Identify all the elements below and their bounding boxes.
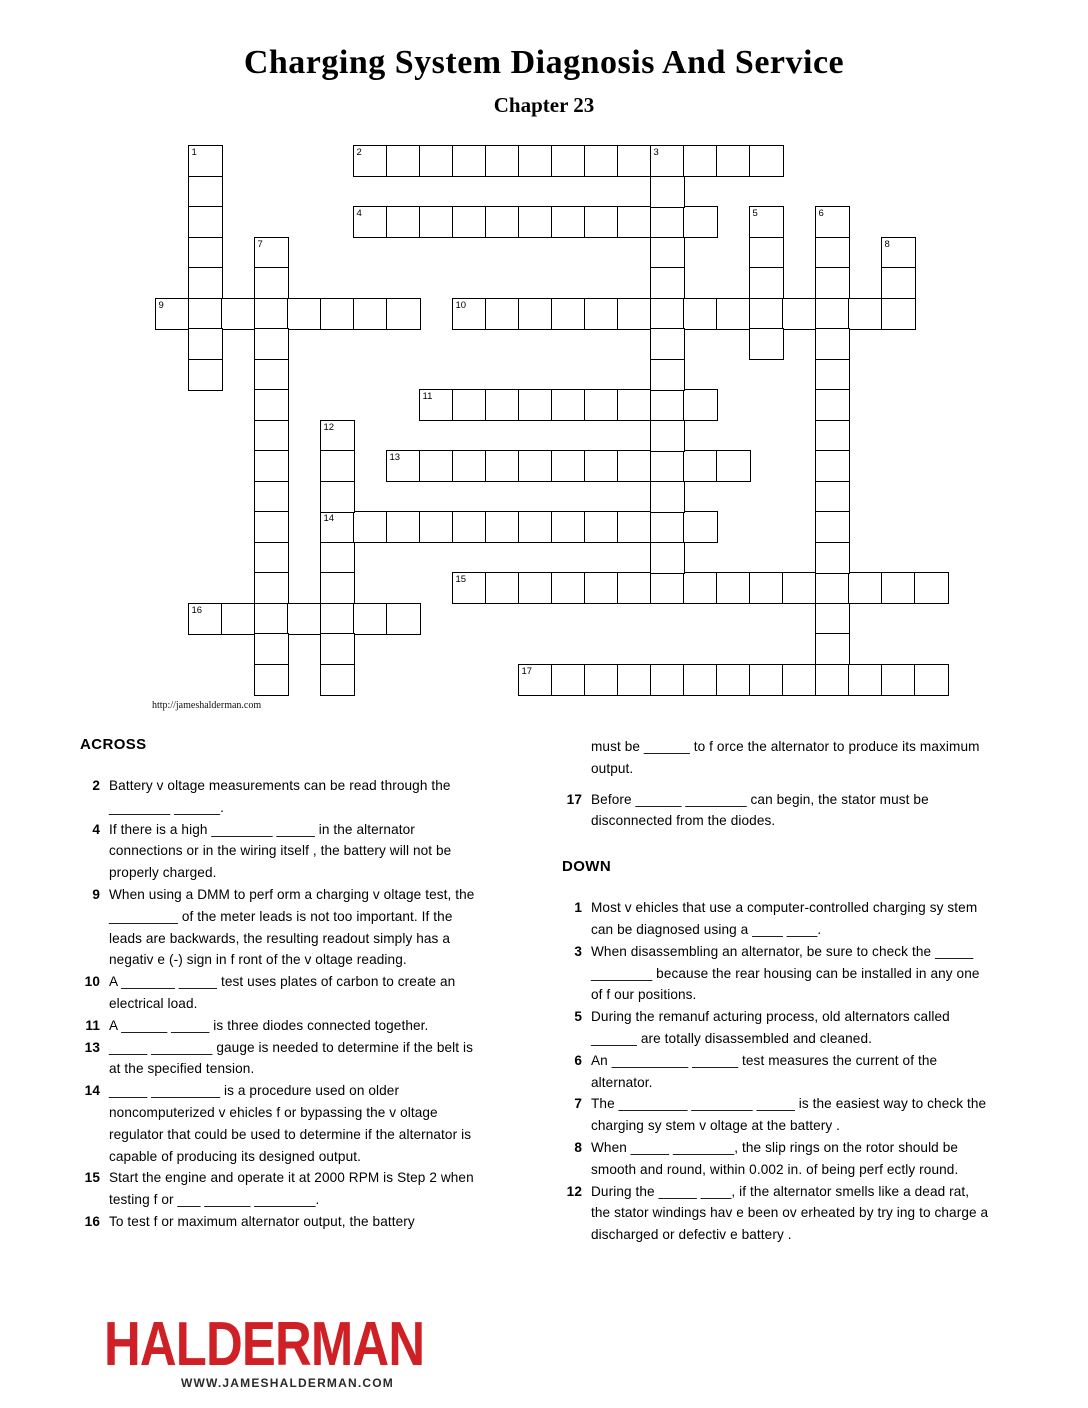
grid-cell (617, 572, 652, 604)
grid-cell-number: 2 (356, 147, 362, 158)
grid-cell (683, 389, 718, 421)
down-clue-list (562, 897, 992, 1246)
grid-cell (683, 664, 718, 696)
clue-number: 9 (92, 886, 100, 902)
clue-number: 8 (574, 1139, 582, 1155)
grid-cell (650, 298, 685, 330)
grid-cell (650, 664, 685, 696)
clue-text: Battery v oltage measurements can be read through the ________ ______. (109, 778, 451, 815)
grid-cell (287, 603, 322, 635)
grid-cell (452, 450, 487, 482)
grid-cell (749, 328, 784, 360)
grid-cell (386, 145, 421, 177)
clue-item (562, 1093, 992, 1137)
grid-cell (320, 572, 355, 604)
grid-cell (650, 572, 685, 604)
grid-cell (254, 633, 289, 665)
grid-cell-number: 7 (257, 238, 263, 250)
grid-cell (650, 511, 685, 543)
grid-cell (584, 450, 619, 482)
grid-cell (254, 328, 289, 360)
clue-text: An __________ ______ test measures the current of the alternator. (591, 1052, 938, 1090)
clue-text: During the remanuf acturing process, old alternators called ______ are totally disassembled and cleaned. (591, 1009, 950, 1046)
grid-cell (221, 603, 256, 635)
clue-number: 17 (566, 791, 582, 807)
across-clue-list-right (562, 789, 992, 833)
clue-text: Before ______ ________ can begin, the stator must be disconnected from the diodes. (591, 791, 929, 829)
grid-cell-number: 15 (455, 574, 467, 585)
grid-cell (749, 298, 784, 330)
grid-cell (320, 542, 355, 574)
grid-cell (650, 450, 685, 482)
clue-item (80, 1167, 482, 1211)
grid-cell (452, 145, 487, 177)
grid-cell (551, 298, 586, 330)
grid-cell (716, 664, 751, 696)
grid-cell-number: 6 (818, 208, 824, 219)
clue-item (562, 1181, 992, 1246)
across-header: ACROSS (80, 736, 147, 753)
clue-number: 3 (574, 943, 582, 959)
clue-item (80, 1080, 482, 1167)
grid-cell (881, 664, 916, 696)
grid-cell (551, 572, 586, 604)
grid-cell (815, 420, 850, 452)
grid-cell (650, 481, 685, 513)
grid-cell (419, 511, 454, 543)
grid-cell (518, 389, 553, 421)
grid-cell (254, 511, 289, 543)
grid-cell (584, 298, 619, 330)
clue-number: 14 (84, 1083, 100, 1099)
chapter-subtitle: Chapter 23 (493, 93, 595, 117)
grid-cell (551, 389, 586, 421)
grid-cell (617, 206, 652, 238)
clue-number: 13 (84, 1039, 100, 1055)
grid-cell (848, 664, 883, 696)
grid-cell (485, 572, 520, 604)
grid-cell (485, 389, 520, 421)
clue-item (80, 1211, 482, 1233)
grid-cell (749, 572, 784, 604)
grid-cell (254, 542, 289, 574)
grid-cell (815, 237, 850, 269)
grid-cell-number: 10 (455, 299, 467, 311)
clue-item (80, 1015, 482, 1037)
clue-item (562, 941, 992, 1006)
grid-cell (848, 298, 883, 330)
grid-cell (518, 145, 553, 177)
grid-cell (254, 389, 289, 421)
grid-cell (650, 420, 685, 452)
grid-cell (617, 389, 652, 421)
grid-cell (485, 145, 520, 177)
clue-text: _____ ________ gauge is needed to determine if the belt is at the specified tension. (109, 1039, 474, 1077)
clue-text: Most v ehicles that use a computer-controlled charging sy stem can be diagnosed using a ____ ____. (591, 900, 978, 937)
clue-text: A ______ _____ is three diodes connected together. (109, 1017, 429, 1033)
grid-cell (617, 664, 652, 696)
clue-number: 4 (92, 821, 100, 837)
grid-cell (782, 664, 817, 696)
grid-cell (188, 176, 223, 208)
clue-number: 1 (574, 900, 582, 916)
grid-cell (551, 450, 586, 482)
clue-item (562, 1137, 992, 1181)
grid-cell (386, 206, 421, 238)
clue-item (80, 884, 482, 971)
grid-cell (452, 511, 487, 543)
clue-number: 5 (574, 1009, 582, 1025)
grid-cell (518, 450, 553, 482)
grid-cell (320, 298, 355, 330)
grid-cell (254, 298, 289, 330)
grid-cell (485, 298, 520, 330)
grid-cell (815, 389, 850, 421)
grid-cell-number: 13 (389, 452, 401, 463)
grid-cell (188, 206, 223, 238)
clue-number: 15 (84, 1170, 100, 1186)
grid-cell (386, 298, 421, 330)
grid-cell (815, 359, 850, 391)
clue-16-continuation: must be ______ to f orce the alternator to produce its maximum output. (591, 739, 980, 776)
grid-cell (188, 328, 223, 360)
grid-cell (551, 206, 586, 238)
grid-cell (353, 603, 388, 635)
grid-cell-number: 5 (752, 208, 758, 219)
grid-cell (254, 359, 289, 391)
clue-item (80, 775, 482, 819)
grid-cell (815, 511, 850, 543)
grid-cell (617, 145, 652, 177)
across-column (80, 736, 482, 1233)
clue-text: The _________ ________ _____ is the easiest way to check the charging sy stem v oltage at the battery . (591, 1096, 987, 1134)
clue-item (562, 897, 992, 941)
grid-cell (716, 450, 751, 482)
clue-text: When using a DMM to perf orm a charging v oltage test, the _________ of the meter leads is not too important. If the leads are backwards, the resulting readout simply has a negativ e (-) sign in f ront of the v oltage reading. (109, 886, 475, 968)
grid-cell (749, 664, 784, 696)
grid-cell (584, 572, 619, 604)
page-title: Charging System Diagnosis And Service (243, 44, 845, 81)
grid-cell (617, 450, 652, 482)
grid-cell (221, 298, 256, 330)
grid-cell (650, 542, 685, 574)
grid-cell (848, 572, 883, 604)
grid-cell-number: 1 (191, 147, 197, 158)
clue-item (562, 789, 992, 833)
clue-text: During the _____ ____, if the alternator smells like a dead rat, the stator windings hav e been ov erheated by try ing to charge a discharged or defectiv e battery . (591, 1183, 989, 1243)
grid-cell (353, 511, 388, 543)
grid-cell (683, 572, 718, 604)
clue-number: 6 (574, 1052, 582, 1068)
grid-cell (617, 511, 652, 543)
clue-number: 7 (574, 1096, 582, 1112)
grid-cell-number: 14 (323, 513, 335, 524)
clue-text: When disassembling an alternator, be sure to check the _____ ________ because the rear housing can be installed in any one of f our positions. (591, 943, 980, 1003)
grid-cell-number: 16 (191, 604, 203, 616)
clue-text: _____ _________ is a procedure used on older noncomputerized v ehicles f or bypassing the v oltage regulator that could be used to determine if the alternator is capable of producing its designed output. (109, 1083, 472, 1164)
grid-cell (650, 267, 685, 299)
grid-cell (452, 206, 487, 238)
grid-cell (551, 511, 586, 543)
grid-cell-number: 8 (884, 238, 890, 250)
grid-cell (881, 267, 916, 299)
grid-cell (650, 328, 685, 360)
grid-cell (386, 511, 421, 543)
grid-cell (188, 298, 223, 330)
grid-cell (320, 481, 355, 513)
grid-cell (650, 237, 685, 269)
grid-cell (518, 298, 553, 330)
grid-cell (815, 450, 850, 482)
grid-cell (584, 389, 619, 421)
website-url: WWW.JAMESHALDERMAN.COM (180, 1376, 394, 1390)
grid-cell (815, 267, 850, 299)
grid-cell (254, 572, 289, 604)
grid-cell (287, 298, 322, 330)
grid-cell (815, 542, 850, 574)
clue-text: To test f or maximum alternator output, the battery (109, 1213, 415, 1229)
grid-cell (782, 298, 817, 330)
grid-cell (518, 206, 553, 238)
grid-cell (584, 145, 619, 177)
halderman-logo: HALDERMAN (104, 1310, 425, 1379)
grid-cell (518, 511, 553, 543)
grid-cell (419, 145, 454, 177)
grid-cell (254, 450, 289, 482)
grid-cell (188, 359, 223, 391)
grid-cell (815, 481, 850, 513)
grid-cell (254, 267, 289, 299)
grid-cell (485, 206, 520, 238)
grid-cell-number: 12 (323, 421, 335, 433)
grid-cell (815, 603, 850, 635)
grid-cell (584, 206, 619, 238)
grid-cell (749, 145, 784, 177)
grid-cell (716, 145, 751, 177)
clue-item (80, 971, 482, 1015)
grid-cell-number: 9 (158, 299, 164, 311)
clue-number: 11 (85, 1017, 100, 1033)
grid-cell (716, 298, 751, 330)
grid-cell (551, 664, 586, 696)
clue-item (562, 1006, 992, 1050)
clue-text: Start the engine and operate it at 2000 RPM is Step 2 when testing f or ___ ______ ________. (109, 1170, 474, 1208)
grid-cell (650, 359, 685, 391)
grid-cell (815, 298, 850, 330)
clue-text: A _______ _____ test uses plates of carbon to create an electrical load. (109, 974, 456, 1011)
grid-cell (485, 511, 520, 543)
grid-cell (881, 298, 916, 330)
grid-cell (320, 633, 355, 665)
grid-cell (683, 450, 718, 482)
clue-number: 16 (84, 1213, 100, 1229)
grid-cell (584, 511, 619, 543)
grid-cell (584, 664, 619, 696)
grid-cell (485, 450, 520, 482)
grid-cell (188, 267, 223, 299)
clue-number: 12 (566, 1183, 582, 1199)
clue-number: 10 (84, 974, 100, 990)
grid-cell (881, 572, 916, 604)
grid-cell (683, 511, 718, 543)
grid-cell (815, 664, 850, 696)
grid-cell (254, 481, 289, 513)
clue-item (80, 819, 482, 884)
grid-cell (914, 664, 949, 696)
grid-cell (254, 420, 289, 452)
grid-cell (650, 176, 685, 208)
grid-cell (320, 450, 355, 482)
grid-cell (188, 237, 223, 269)
clue-text: If there is a high ________ _____ in the alternator connections or in the wiring itself , the battery will not be properly charged. (109, 821, 452, 881)
grid-cell (353, 298, 388, 330)
grid-cell (815, 328, 850, 360)
grid-cell (683, 206, 718, 238)
grid-cell (518, 572, 553, 604)
grid-source-url: http://jameshalderman.com (152, 700, 262, 711)
grid-cell (683, 145, 718, 177)
grid-cell-number: 4 (356, 208, 362, 219)
grid-cell (419, 450, 454, 482)
grid-cell (419, 206, 454, 238)
grid-cell (716, 572, 751, 604)
grid-cell (749, 237, 784, 269)
clue-item (562, 1050, 992, 1094)
grid-cell (452, 389, 487, 421)
grid-cell (320, 664, 355, 696)
grid-cell (320, 603, 355, 635)
grid-cell (683, 298, 718, 330)
clue-text: When _____ ________, the slip rings on the rotor should be smooth and round, within 0.002 in. of being perf ectly round. (591, 1139, 959, 1177)
clue-number: 2 (92, 778, 100, 793)
down-header: DOWN (562, 858, 612, 876)
grid-cell (782, 572, 817, 604)
grid-cell (749, 267, 784, 299)
clue-item (80, 1037, 482, 1081)
grid-cell (650, 206, 685, 238)
grid-cell (650, 389, 685, 421)
grid-cell-number: 3 (653, 147, 659, 158)
grid-cell (617, 298, 652, 330)
right-column (562, 736, 992, 1246)
grid-cell (815, 572, 850, 604)
across-clue-list (80, 775, 482, 1233)
grid-cell (386, 603, 421, 635)
grid-cell (551, 145, 586, 177)
grid-cell (914, 572, 949, 604)
grid-cell (254, 603, 289, 635)
grid-cell (815, 633, 850, 665)
grid-cell-number: 17 (521, 665, 533, 677)
grid-cell (254, 664, 289, 696)
grid-cell-number: 11 (422, 391, 433, 402)
